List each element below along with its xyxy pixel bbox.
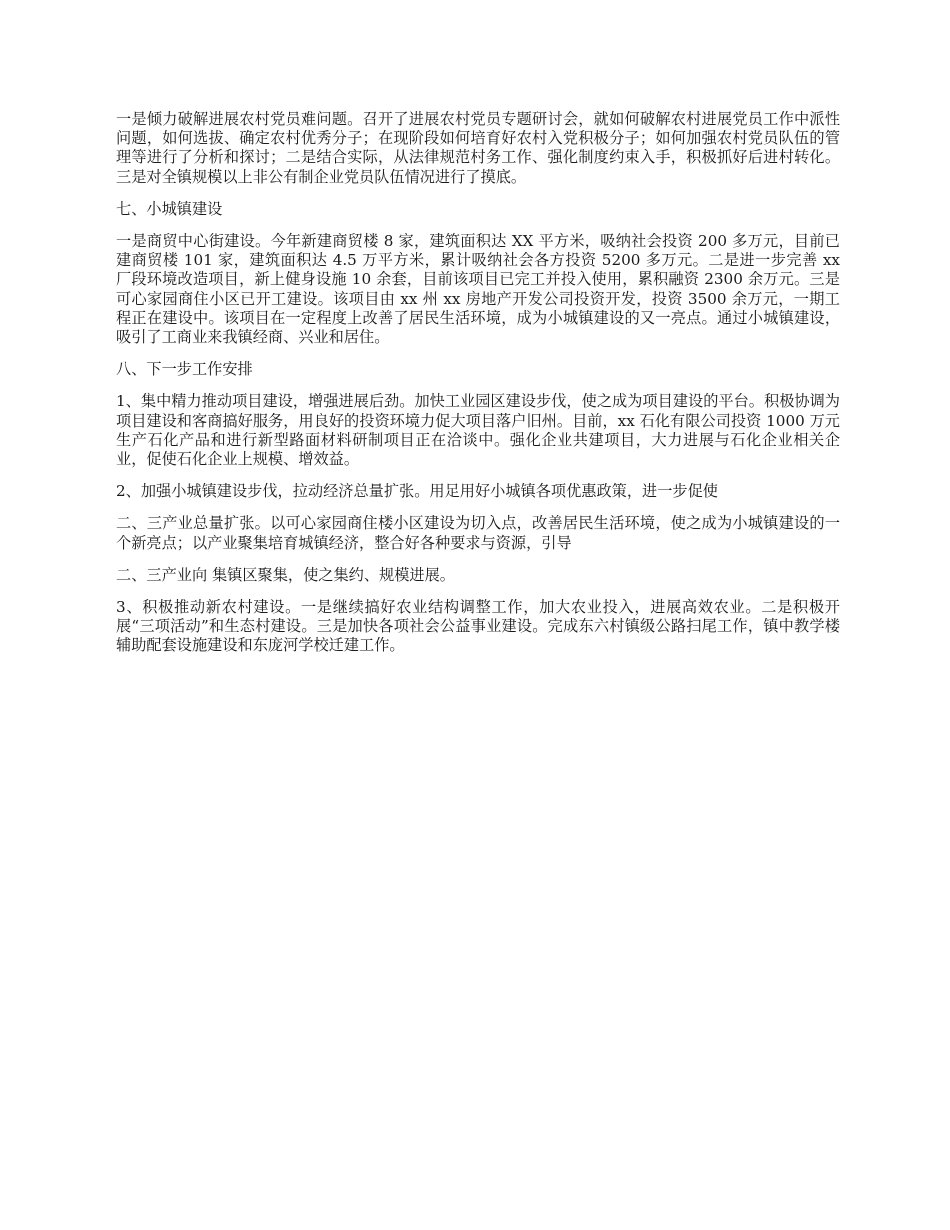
section-heading-town-construction: 七、小城镇建设 [116, 199, 223, 218]
section-heading-next-steps: 八、下一步工作安排 [116, 360, 253, 379]
paragraph-project-construction: 1、集中精力推动项目建设，增强进展后劲。加快工业园区建设步伐，使之成为项目建设的平台。积极协调为项目建设和客商搞好服务，用良好的投资环境力促大项目落户旧州。目前，xx 石化有限公司投资 1000 万元生产石化产品和进行新型路面材料研制项目正在洽谈中。强化企业共建项目，大力进展与石化企业相关企业，促使石化企业上规模、增效益。 [116, 392, 840, 469]
paragraph-party-members: 一是倾力破解进展农村党员难问题。召开了进展农村党员专题研讨会，就如何破解农村进展党员工作中派性问题，如何选拔、确定农村优秀分子；在现阶段如何培育好农村入党积极分子；如何加强农村党员队伍的管理等进行了分析和探讨；二是结合实际，从法律规范村务工作、强化制度约束入手，积极抓好后进村转化。三是对全镇规模以上非公有制企业党员队伍情况进行了摸底。 [116, 110, 840, 186]
paragraph-industry-gathering: 二、三产业向 集镇区聚集，使之集约、规模进展。 [116, 565, 455, 584]
paragraph-industry-expansion: 二、三产业总量扩张。以可心家园商住楼小区建设为切入点，改善居民生活环境，使之成为小城镇建设的一个新亮点；以产业聚集培育城镇经济，整合好各种要求与资源，引导 [116, 514, 840, 552]
paragraph-town-pace: 2、加强小城镇建设步伐，拉动经济总量扩张。用足用好小城镇各项优惠政策，进一步促使 [116, 482, 718, 501]
paragraph-town-construction: 一是商贸中心街建设。今年新建商贸楼 8 家，建筑面积达 XX 平方米，吸纳社会投资 200 多万元，目前已建商贸楼 101 家，建筑面积达 4.5 万平方米，累计吸纳社会各方投资 5200 多万元。二是进一步完善 xx 厂段环境改造项目，新上健身设施 10 余套，目前该项目已完工并投入使用，累积融资 2300 余万元。三是可心家园商住小区已开工建设。该项目由 xx 州 xx 房地产开发公司投资开发，投资 3500 余万元，一期工程正在建设中。该项目在一定程度上改善了居民生活环境，成为小城镇建设的又一亮点。通过小城镇建设，吸引了工商业来我镇经商、兴业和居住。 [116, 232, 840, 347]
paragraph-new-rural-construction: 3、积极推动新农村建设。一是继续搞好农业结构调整工作，加大农业投入，进展高效农业。二是积极开展“三项活动”和生态村建设。三是加快各项社会公益事业建设。完成东六村镇级公路扫尾工作，镇中教学楼辅助配套设施建设和东庞河学校迁建工作。 [116, 598, 840, 655]
document-page [116, 110, 840, 669]
